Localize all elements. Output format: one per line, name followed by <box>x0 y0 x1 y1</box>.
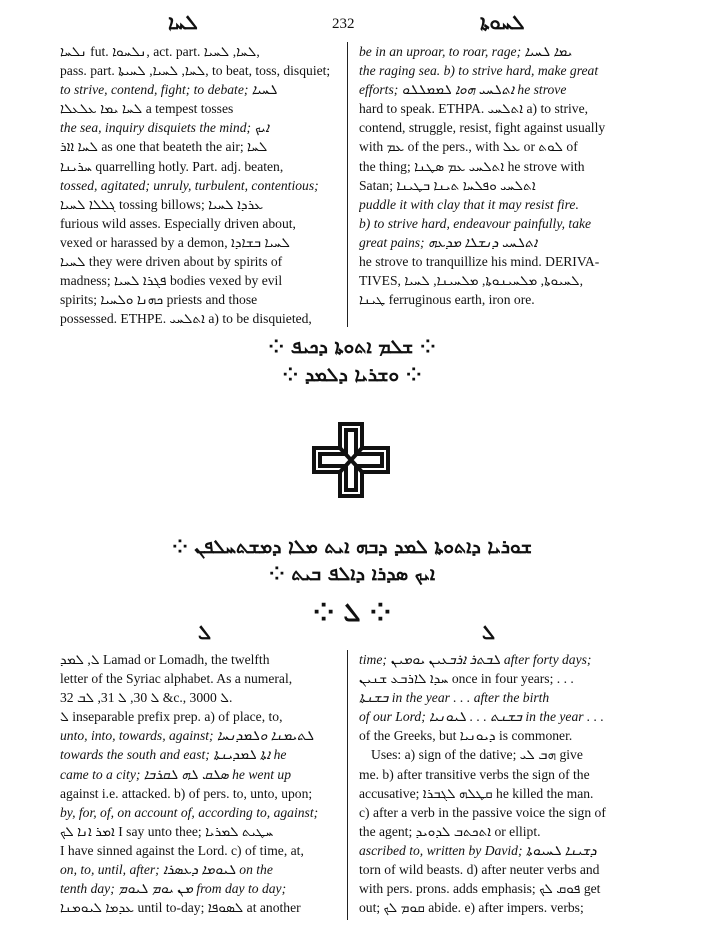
text-line: ܠܚܝܐ they were driven about by spirits of <box>60 254 283 270</box>
top-left-column <box>60 42 342 328</box>
column-divider-bottom <box>347 650 348 920</box>
text-line: the raging sea. b) to strive hard, make great <box>359 63 599 79</box>
text-line: ܛܝܢܐ ferruginous earth, iron ore. <box>359 292 535 308</box>
text-line: furious wild asses. Especially driven about, <box>60 215 296 231</box>
column-letter-right: ܠ <box>482 620 495 644</box>
text-line: by, for, of, on account of, according to, against; <box>60 804 319 820</box>
running-head-left: ܠܚܐ <box>168 10 198 34</box>
page-number: 232 <box>332 16 355 32</box>
text-line: tenth day; ܡܢ ܝܘܡ ܠܝܘܡ from day to day; <box>60 881 287 897</box>
text-line: puddle it with clay that it may resist fire. <box>359 196 579 212</box>
text-line: Satan; ܐܬܠܚܝ ܘܦܠܚܐ ܬܝܢܐ ܒܛܝܢܐ <box>359 177 536 193</box>
column-letter-left: ܠ <box>198 620 211 644</box>
text-line: efforts; ܐܬܠܚܝ ܗܘܐ ܠܡܡܠܠܘ he strove <box>359 82 567 98</box>
text-line: towards the south and east; ܐܬܐ ܠܡܕܝܢܬܐ he <box>60 747 287 763</box>
text-line: be in an uproar, to roar, rage; ܝܡܐ ܠܚܝܐ <box>359 44 572 59</box>
text-line: contend, struggle, resist, fight against usually <box>359 120 606 136</box>
text-line: great pains; ܐܬܠܚܝ ܕܢܫܠܐ ܡܕܥܗ <box>359 234 538 250</box>
text-line: b) to strive hard, endeavour painfully, take <box>359 215 592 231</box>
text-line: unto, into, towards, against; ܠܬܝܡܢܐ ܘܠܡܕܢܚܐ <box>60 728 314 744</box>
text-line: ܠ inseparable prefix prep. a) of place, to, <box>60 709 283 725</box>
section-title-line-1: ⁘ ܫܘܪܝܐ ܕܐܬܘܬܐ ܠܡܕ ܕܒܗ ܐܝܬ ܡܠܐ ܕܡܫܬܚܠܦܢ <box>172 536 532 558</box>
text-line: the agent; ܐܬܟܬܒ ܠܕܘܝܕ or ellipt. <box>359 823 541 839</box>
text-line: the thing; ܐܬܠܚܝ ܥܡ ܣܛܢܐ he strove with <box>359 158 585 174</box>
colophon-line-2: ⁘ ܘܫܪܝܐ ܕܠܡܕ ⁘ <box>282 364 422 386</box>
text-line: ܐܡܪ ܐܢܐ ܠܟ I say unto thee; ܚܛܝܬ ܠܡܪܝܐ <box>60 823 274 839</box>
text-line: ܒܫܢܬܐ in the year . . . after the birth <box>359 690 550 706</box>
text-line: ܚܪܝܢܐ quarrelling hotly. Part. adj. beaten, <box>60 158 284 174</box>
text-line: to strive, contend, fight; to debate; ܠܚܝܐ <box>60 82 278 98</box>
text-line: pass. part. ܠܚܐ, ܠܚܝܐ, ܠܚܝܬܐ, to beat, toss, disquiet; <box>60 63 331 79</box>
text-line: ܠ, ܠܡܕ Lamad or Lomadh, the twelfth <box>60 652 270 667</box>
text-line: ܠ 30, ܠ 31, ܠܒ 32 &c., ܠ 3000. <box>60 690 233 706</box>
text-line: torn of wild beasts. d) after neuter verbs and <box>359 862 600 878</box>
column-divider-top <box>347 42 348 327</box>
text-line: ܢܠܚܐ fut. ܢܠܚܘܐ, act. part. ܠܚܐ, ܠܚܝܐ, <box>60 44 260 59</box>
text-line: ܠܚܐ ܐܐܪ as one that beateth the air; ܠܚܐ <box>60 139 268 155</box>
text-line: ܓܠܠܐ ܠܚܝܐ tossing billows; ܥܪܕܐ ܠܚܝܐ <box>60 196 264 212</box>
running-head-right: ܠܚܘܬܐ <box>480 10 525 34</box>
text-line: spirits; ܟܗܢܐ ܘܠܚܝܐ priests and those <box>60 292 258 308</box>
letter-heading: ⁘ ܠ ⁘ <box>312 598 392 628</box>
text-line: with pers. prons. adds emphasis; ܦܘܩ ܠܟ get <box>359 881 601 897</box>
section-title-line-2: ⁘ ܐܝܟ ܣܕܪܐ ܕܐܠܦ ܒܝܬ <box>268 563 436 585</box>
text-line: hard to speak. ETHPA. ܐܬܠܚܝ a) to strive, <box>359 101 589 117</box>
text-line: of the Greeks, but ܕܝܘܢܝܐ is commoner. <box>359 728 573 744</box>
bottom-left-column <box>60 650 342 917</box>
text-line: madness; ܦܓܪܐ ܠܚܝܐ bodies vexed by evil <box>60 273 283 289</box>
text-line: ascribed to, written by David; ܕܫܝܢܐ ܠܚܝܘܬܐ <box>359 842 597 858</box>
text-line: against i.e. attacked. b) of pers. to, unto, upon; <box>60 785 313 801</box>
text-line: came to a city; ܣܠܩ ܠܗ ܠܩܪܒܐ he went up <box>60 766 292 782</box>
text-line: ܠܚܐ ܝܡܐ ܥܠܥܠܐ a tempest tosses <box>60 101 234 117</box>
text-line: me. b) after transitive verbs the sign of the <box>359 766 590 782</box>
text-line: he strove to tranquillize his mind. DERIVA- <box>359 254 600 270</box>
text-line: ܥܕܡܐ ܠܝܘܡܢܐ until to-day; ܠܣܘܦܐ at another <box>60 900 301 916</box>
text-line: accusative; ܩܛܠܗ ܠܓܒܪܐ he killed the man. <box>359 785 594 801</box>
text-line: on, to, until, after; ܠܝܘܡܐ ܕܥܣܪܐ on the <box>60 862 273 878</box>
text-line: with ܥܡ of the pers., with ܥܠ or ܠܘܬ of <box>359 139 578 155</box>
colophon-line-1: ⁘ ܫܠܡ ܐܬܘܬܐ ܕܟܝܦ ⁘ <box>268 336 436 358</box>
text-line: ܚܕܐ ܠܐܪܒܥ ܫܢܝܢ once in four years; . . . <box>359 671 574 687</box>
text-line: TIVES, ܠܚܝܘܬܐ, ܡܠܚܝܢܘܬܐ, ܡܠܚܝܢܐ, ܠܚܝܐ, <box>359 273 583 289</box>
text-line: vexed or harassed by a demon, ܠܚܝܐ ܒܫܐܕܐ <box>60 234 290 250</box>
text-line: out; ܩܘܡ ܠܟ abide. e) after impers. verbs; <box>359 900 584 916</box>
text-line: letter of the Syriac alphabet. As a numeral, <box>60 671 293 687</box>
text-line: c) after a verb in the passive voice the sign of <box>359 804 606 820</box>
text-line: of our Lord; ܒܫܢܬ . . . ܠܝܘܢܝܐ in the year . . . <box>359 709 604 725</box>
text-line: I have sinned against the Lord. c) of time, at, <box>60 842 304 858</box>
running-header <box>0 4 704 34</box>
text-line: possessed. ETHPE. ܐܬܠܚܝ a) to be disquieted, <box>60 311 312 327</box>
text-line: tossed, agitated; unruly, turbulent, contentious; <box>60 177 319 193</box>
knot-ornament <box>310 420 392 500</box>
text-line: the sea, inquiry disquiets the mind; ܐܝܟ <box>60 120 270 136</box>
text-line: Uses: a) sign of the dative; ܗܒ ܠܝ give <box>371 747 583 763</box>
text-line: time; ܠܒܬܪ ܐܪܒܥܝܢ ܝܘܡܝܢ after forty days; <box>359 652 592 667</box>
bottom-right-column <box>359 650 642 917</box>
top-right-column <box>359 42 642 309</box>
